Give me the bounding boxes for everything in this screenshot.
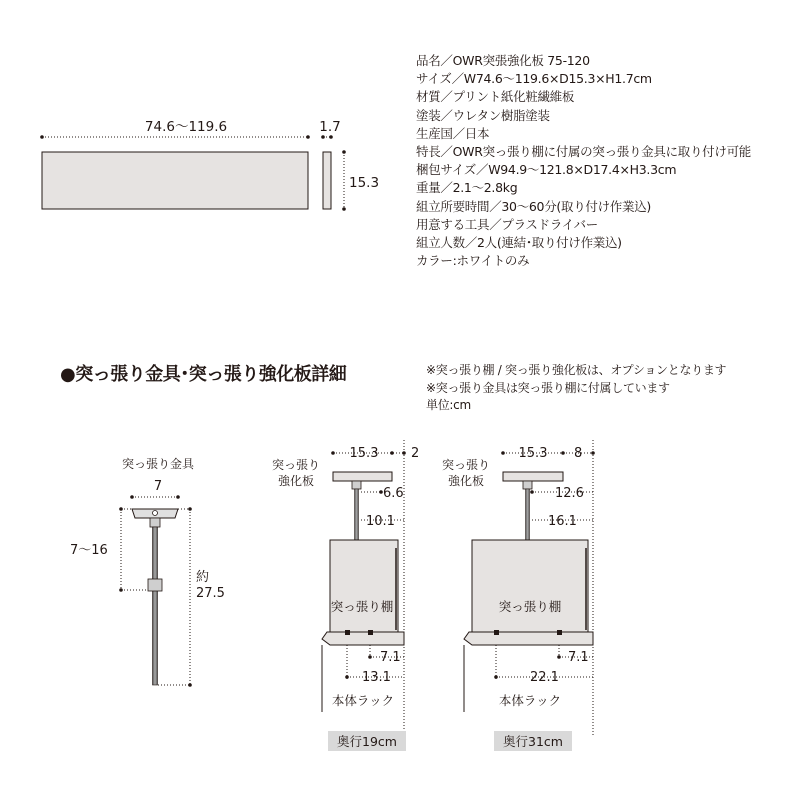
depth19-board-depth: 15.3 <box>349 446 379 461</box>
product-figure <box>40 135 346 211</box>
section-title: ●突っ張り金具･突っ張り強化板詳細 <box>60 364 347 385</box>
depth19-gap: 2 <box>411 446 420 461</box>
depth19-shelf-label: 突っ張り棚 <box>330 599 394 614</box>
fitting-width-label: 7 <box>153 479 163 494</box>
fitting-length-label-2: 27.5 <box>196 586 225 601</box>
depth19-board-label-1: 突っ張り <box>271 458 321 472</box>
depth31-dim3: 7.1 <box>568 650 589 665</box>
board-front-view <box>42 152 308 209</box>
depth31-dim1: 12.6 <box>555 486 584 501</box>
spec-feature: 特長／OWR突っ張り棚に付属の突っ張り金具に取り付け可能 <box>416 144 751 160</box>
depth19-rack-shelf <box>322 632 404 645</box>
depth19-dim2: 10.1 <box>366 514 395 529</box>
depth31-board-depth: 15.3 <box>518 446 548 461</box>
depth31-shelf-label: 突っ張り棚 <box>498 599 562 614</box>
board-width-label: 74.6〜119.6 <box>144 119 228 135</box>
board-depth-label: 15.3 <box>349 175 380 191</box>
depth31-dim4: 22.1 <box>530 670 559 685</box>
depth19-caption: 奥行19cm <box>337 734 397 749</box>
spec-color: カラー:ホワイトのみ <box>416 253 530 269</box>
board-side-view <box>323 152 331 209</box>
depth31-board-label-1: 突っ張り <box>441 458 491 472</box>
depth31-caption: 奥行31cm <box>503 734 563 749</box>
depth19-dim1: 6.6 <box>383 486 404 501</box>
depth19-rack-label: 本体ラック <box>331 693 395 708</box>
spec-origin: 生産国／日本 <box>416 125 490 141</box>
depth19-board <box>333 472 392 481</box>
depth31-rack-label: 本体ラック <box>498 693 562 708</box>
depth19-diagram <box>272 440 419 751</box>
spec-coating: 塗装／ウレタン樹脂塗装 <box>416 107 550 123</box>
spec-name: 品名／OWR突張強化板 75-120 <box>416 53 590 68</box>
spec-people: 組立人数／2人(連結･取り付け作業込) <box>416 235 622 251</box>
depth19-board-label-2: 強化板 <box>277 474 315 488</box>
spec-assembly-time: 組立所要時間／30〜60分(取り付け作業込) <box>416 198 651 214</box>
depth31-shelf <box>472 540 588 632</box>
depth31-gap: 8 <box>574 446 583 461</box>
fitting-rod <box>153 527 158 685</box>
spec-weight: 重量／2.1〜2.8kg <box>416 180 518 196</box>
fitting-title: 突っ張り金具 <box>121 457 195 471</box>
depth31-dim2: 16.1 <box>548 514 577 529</box>
depth19-shelf <box>330 540 398 632</box>
depth19-dim3: 7.1 <box>380 650 401 665</box>
spec-material: 材質／プリント紙化粧繊維板 <box>416 89 575 105</box>
spec-size: サイズ／W74.6〜119.6×D15.3×H1.7cm <box>416 71 652 87</box>
fitting-nut <box>148 579 162 591</box>
depth31-board-label-2: 強化板 <box>447 474 485 488</box>
note-option: ※突っ張り棚 / 突っ張り強化板は、オプションとなります <box>426 363 727 377</box>
note-unit: 単位:cm <box>426 398 471 412</box>
note-included: ※突っ張り金具は突っ張り棚に付属しています <box>426 380 670 395</box>
spec-package-size: 梱包サイズ／W94.9〜121.8×D17.4×H3.3cm <box>416 162 677 178</box>
fitting-diagram <box>70 456 225 687</box>
depth31-rack-shelf <box>464 632 593 645</box>
depth31-diagram <box>442 440 595 751</box>
board-thickness-label: 1.7 <box>319 119 341 135</box>
fitting-adjust-label: 7〜16 <box>70 543 108 558</box>
spec-tools: 用意する工具／プラスドライバー <box>416 216 599 232</box>
fitting-length-label-1: 約 <box>196 570 210 585</box>
depth31-board <box>503 472 563 481</box>
depth19-dim4: 13.1 <box>362 670 391 685</box>
